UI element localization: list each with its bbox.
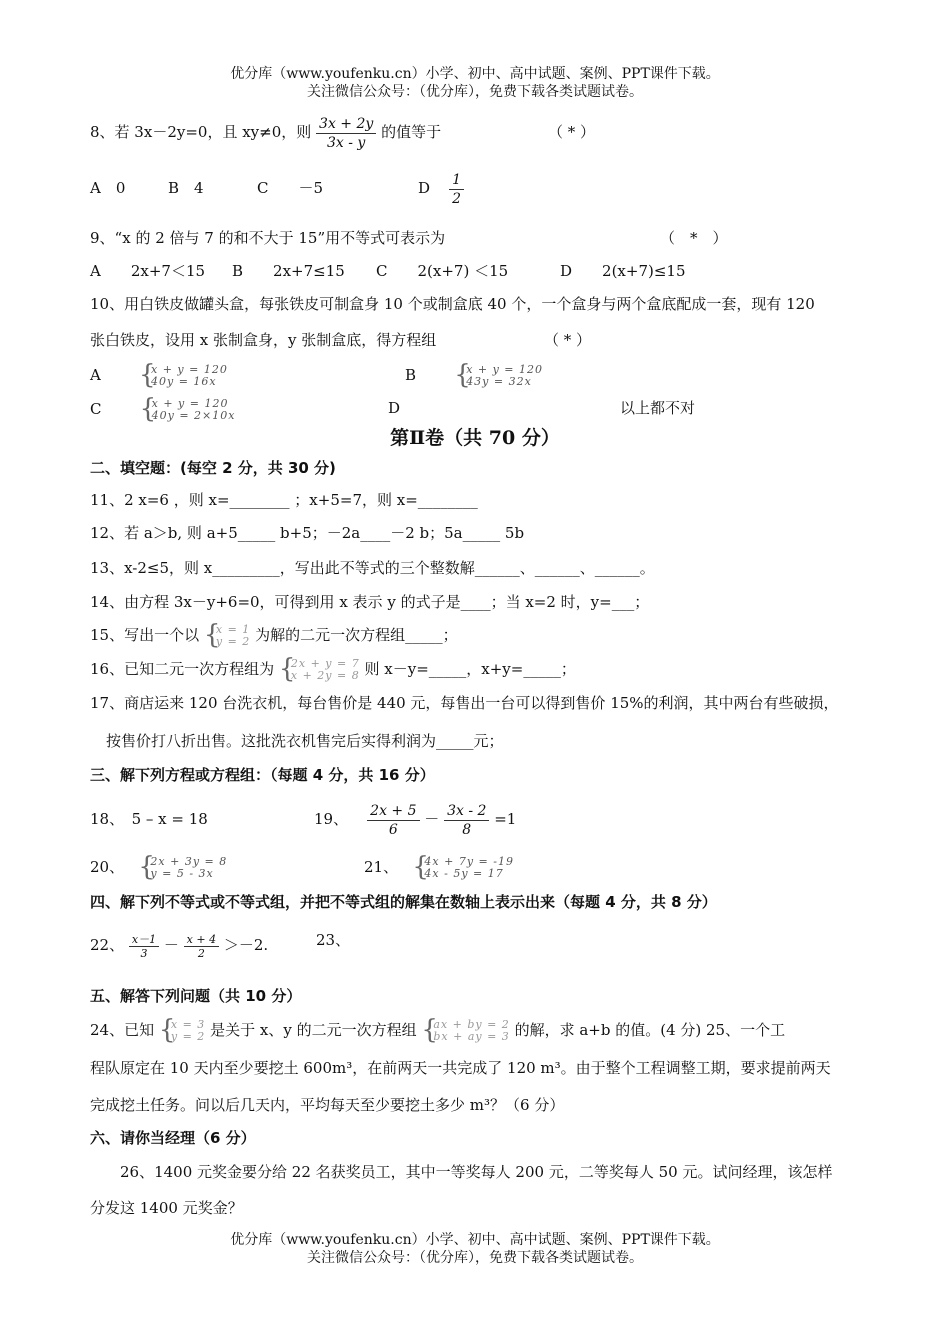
q16-system [279, 658, 360, 682]
q19-label: 19、 [314, 810, 349, 828]
section-5-heading: 五、解答下列问题（共 10 分） [90, 987, 302, 1005]
q24-text-c: 的解，求 a+b 的值。(4 分) 25、一个工 [514, 1021, 786, 1039]
question-26-line-2: 分发这 1400 元奖金？ [90, 1199, 243, 1217]
q8-frac-num: 3x + 2y [316, 115, 376, 134]
q24-eq2: y = 2 [170, 1030, 206, 1043]
q24-equation-system [421, 1019, 509, 1043]
q20-system [138, 856, 227, 880]
q16-text-b: 则 x－y=_____，x+y=_____； [364, 660, 576, 678]
q8-option-c: C －5 [257, 179, 324, 197]
q8-option-d [418, 170, 464, 208]
q15-text-b: 为解的二元一次方程组_____； [255, 626, 458, 644]
question-22 [90, 928, 268, 962]
section-6-heading: 六、请你当经理（6 分） [90, 1129, 256, 1147]
question-12: 12、若 a＞b, 则 a+5_____ b+5；－2a____－2 b；5a_____ 5b [90, 524, 525, 542]
q19-minus: － [424, 810, 440, 828]
q8-tail: 的值等于 [381, 123, 442, 141]
q10-b-eq2: 43y = 32x [466, 375, 532, 388]
q9-option-c: C 2(x+7) ＜15 [376, 262, 509, 280]
q22-fraction-2 [184, 933, 219, 960]
q10-option-b [405, 364, 543, 388]
q24-eq3: { ax + by = 2 [433, 1018, 510, 1031]
section-4-heading: 四、解下列不等式或不等式组，并把不等式组的解集在数轴上表示出来（每题 4 分，共 8 分） [90, 893, 717, 911]
q22-f1-num: x－1 [129, 933, 159, 947]
q10-a-eq1: { x + y = 120 [151, 363, 228, 376]
q22-f2-num: x + 4 [184, 933, 219, 947]
section-2-heading: 二、填空题：(每空 2 分，共 30 分) [90, 459, 336, 477]
q22-minus: － [163, 936, 179, 954]
q21-eq1: { 4x + 7y = -19 [424, 855, 514, 868]
q9-option-a: A 2x+7＜15 [90, 262, 206, 280]
q15-eq2: y = 2 [215, 635, 251, 648]
q10-option-c-label: C [90, 400, 102, 418]
q19-tail: =1 [494, 810, 517, 828]
q10-answer-mark: （ * ） [544, 331, 592, 349]
q10-c-eq2: 40y = 2×10x [151, 409, 236, 422]
q10-option-a-system [139, 364, 228, 388]
q8-d-num: 1 [449, 171, 464, 190]
q24-eq1: { x = 3 [170, 1018, 206, 1031]
q8-option-b: B 4 [168, 179, 204, 197]
header-line-1: 优分库（www.youfenku.cn）小学、初中、高中试题、案例、PPT课件下载。 [230, 66, 720, 82]
question-21 [364, 856, 514, 880]
question-25-line-2: 程队原定在 10 天内至少要挖土 600m³，在前两天一共完成了 120 m³。由于整个工程调整工期，要求提前两天 [90, 1059, 831, 1077]
q19-f2-num: 3x - 2 [444, 802, 489, 821]
q22-label: 22、 [90, 936, 125, 954]
q9-answer-mark: （ * ） [660, 229, 728, 247]
q20-eq1: { 2x + 3y = 8 [150, 855, 228, 868]
q10-a-eq2: 40y = 16x [151, 375, 217, 388]
question-9: 9、“x 的 2 倍与 7 的和不大于 15”用不等式可表示为 [90, 229, 446, 247]
question-13: 13、x-2≤5，则 x_________，写出此不等式的三个整数解______、______、______。 [90, 559, 655, 577]
q22-f2-den: 2 [197, 946, 205, 960]
q10-option-b-label: B [405, 366, 417, 384]
question-8 [90, 112, 441, 152]
q22-fraction-1 [129, 933, 159, 960]
footer-line-2: 关注微信公众号：（优分库），免费下载各类试题试卷。 [307, 1250, 643, 1266]
question-16 [90, 658, 576, 682]
q24-solution-system [159, 1019, 205, 1043]
q10-option-c [90, 398, 235, 422]
question-10-line-2: 张白铁皮，设用 x 张制盒身，y 张制盒底，得方程组 [90, 331, 437, 349]
q8-stem: 8、若 3x－2y=0，且 xy≠0，则 [90, 123, 312, 141]
q8-option-d-fraction [449, 171, 464, 208]
q10-option-a-label: A [90, 366, 101, 384]
question-18: 18、 5 – x = 18 [90, 810, 208, 828]
q8-option-d-label: D [418, 179, 431, 197]
q15-eq1: { x = 1 [215, 623, 251, 636]
q10-option-b-system [454, 364, 543, 388]
footer-line-1: 优分库（www.youfenku.cn）小学、初中、高中试题、案例、PPT课件下载。 [230, 1232, 720, 1248]
q16-eq1: { 2x + y = 7 [290, 657, 360, 670]
question-17-line-2: 按售价打八折出售。这批洗衣机售完后实得利润为_____元； [106, 732, 504, 750]
q24-text-a: 24、已知 [90, 1021, 155, 1039]
q21-eq2: 4x - 5y = 17 [424, 867, 504, 880]
q22-tail: ＞－2. [223, 936, 269, 954]
q20-label: 20、 [90, 858, 125, 876]
part-2-title: 第Ⅱ卷（共 70 分） [390, 427, 560, 449]
q21-system [412, 856, 514, 880]
question-14: 14、由方程 3x－y+6=0，可得到用 x 表示 y 的式子是____；当 x=2 时，y=___； [90, 593, 650, 611]
q24-eq4: bx + ay = 3 [433, 1030, 510, 1043]
q8-answer-mark: （ * ） [548, 123, 596, 141]
q23-label: 23、 [316, 931, 351, 949]
q19-f2-den: 8 [462, 821, 472, 838]
question-24 [90, 1019, 785, 1043]
q19-fraction-1 [367, 802, 419, 839]
q20-eq2: y = 5 - 3x [150, 867, 214, 880]
q9-option-b: B 2x+7≤15 [232, 262, 345, 280]
question-19 [314, 798, 516, 840]
section-3-heading: 三、解下列方程或方程组：（每题 4 分，共 16 分） [90, 766, 435, 784]
q22-f1-den: 3 [140, 946, 148, 960]
q8-fraction [316, 115, 376, 152]
question-15 [90, 624, 458, 648]
question-20 [90, 856, 227, 880]
q19-fraction-2 [444, 802, 489, 839]
question-11: 11、2 x=6 ，则 x=________ ；x+5=7，则 x=________ [90, 491, 478, 509]
question-26-line-1: 26、1400 元奖金要分给 22 名获奖员工，其中一等奖每人 200 元，二等奖每人 50 元。试问经理，该怎样 [120, 1163, 833, 1181]
q10-option-c-system [140, 398, 236, 422]
q10-option-d-label: D [388, 399, 401, 417]
q8-option-a: A 0 [90, 179, 126, 197]
q10-option-d-text: 以上都不对 [620, 399, 696, 417]
q19-f1-den: 6 [388, 821, 398, 838]
header-line-2: 关注微信公众号：（优分库），免费下载各类试题试卷。 [307, 84, 643, 100]
q15-text-a: 15、写出一个以 [90, 626, 200, 644]
q10-b-eq1: { x + y = 120 [466, 363, 544, 376]
question-23 [316, 930, 350, 950]
q16-text-a: 16、已知二元一次方程组为 [90, 660, 275, 678]
q21-label: 21、 [364, 858, 399, 876]
q9-option-d: D 2(x+7)≤15 [560, 262, 686, 280]
q8-frac-den: 3x - y [327, 134, 366, 151]
question-17-line-1: 17、商店运来 120 台洗衣机，每台售价是 440 元，每售出一台可以得到售价 15%的利润，其中两台有些破损， [90, 694, 839, 712]
q10-c-eq1: { x + y = 120 [151, 397, 229, 410]
q24-text-b: 是关于 x、y 的二元一次方程组 [210, 1021, 417, 1039]
q10-option-a [90, 364, 228, 388]
question-10-line-1: 10、用白铁皮做罐头盒，每张铁皮可制盒身 10 个或制盒底 40 个，一个盒身与两个盒底配成一套，现有 120 [90, 295, 815, 313]
q19-f1-num: 2x + 5 [367, 802, 419, 821]
q16-eq2: x + 2y = 8 [290, 669, 360, 682]
q8-d-den: 2 [452, 190, 462, 207]
question-25-line-3: 完成挖土任务。问以后几天内，平均每天至少要挖土多少 m³？（6 分） [90, 1096, 565, 1114]
q15-system [204, 624, 250, 648]
